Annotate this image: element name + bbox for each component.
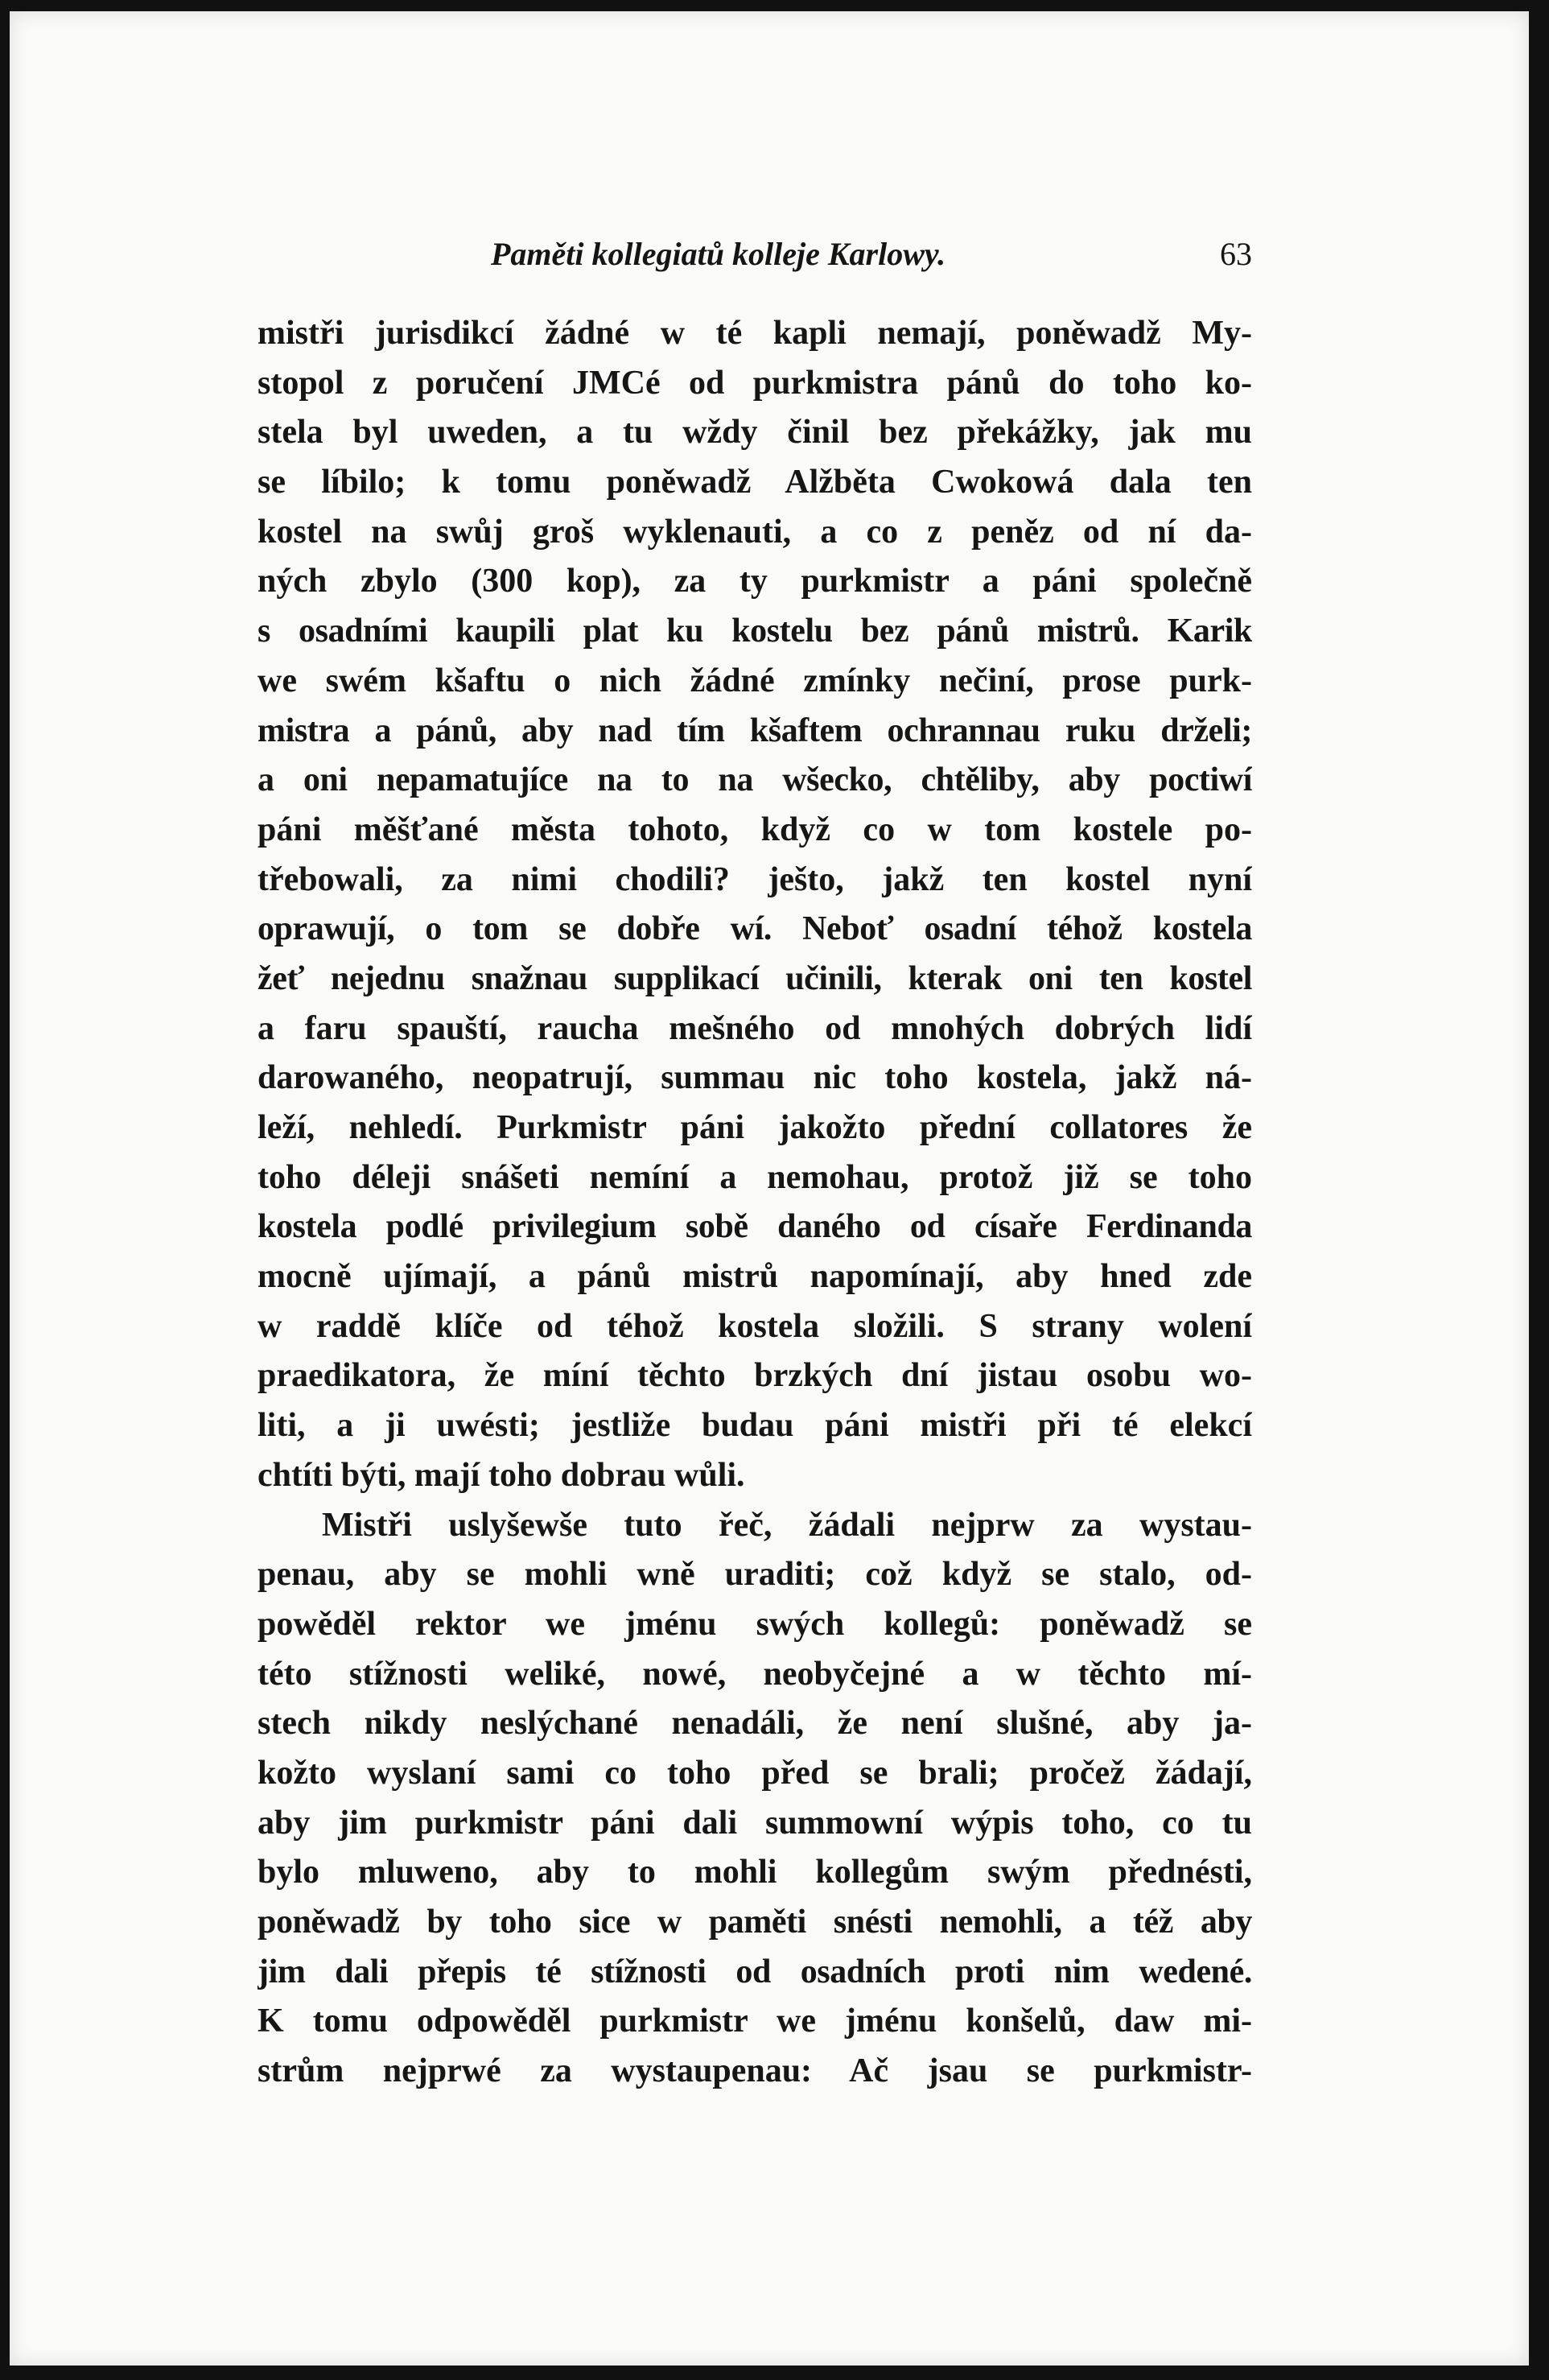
running-title: Paměti kollegiatů kolleje Karlowy. xyxy=(491,236,946,272)
text-line: jim dali přepis té stížnosti od osadních proti nim wedené. xyxy=(257,1953,1252,1990)
text-line: mocně ujímají, a pánů mistrů napomínají, aby hned zde xyxy=(257,1258,1252,1296)
text-line: powěděl rektor we jménu swých kollegů: poněwadž se xyxy=(257,1605,1252,1643)
text-line: praedikatora, že míní těchto brzkých dní jistau osobu wo- xyxy=(257,1357,1252,1395)
text-line: K tomu odpowěděl purkmistr we jménu konšelů, daw mi- xyxy=(257,2003,1252,2040)
text-line: darowaného, neopatrují, summau nic toho kostela, jakž ná- xyxy=(257,1059,1252,1097)
text-line: bylo mluweno, aby to mohli kollegům swým přednésti, xyxy=(257,1854,1252,1891)
text-line: stopol z poručení JMCé od purkmistra pánů do toho ko- xyxy=(257,364,1252,402)
text-line: stela byl uweden, a tu wždy činil bez překážky, jak mu xyxy=(257,414,1252,452)
text-line: mistra a pánů, aby nad tím kšaftem ochrannau ruku drželi; xyxy=(257,712,1252,749)
book-page xyxy=(10,11,1529,2366)
text-line: kostela podlé privilegium sobě daného od císaře Ferdinanda xyxy=(257,1208,1252,1246)
text-line: ných zbylo (300 kop), za ty purkmistr a páni společně xyxy=(257,563,1252,600)
text-line: leží, nehledí. Purkmistr páni jakožto přední collatores že xyxy=(257,1109,1252,1146)
text-line: a faru spauští, raucha mešného od mnohých dobrých lidí xyxy=(257,1009,1252,1047)
text-line: stech nikdy neslýchané nenadáli, že není slušné, aby ja- xyxy=(257,1705,1252,1743)
body-text xyxy=(257,309,1252,2097)
text-line: s osadními kaupili plat ku kostelu bez pánů mistrů. Karik xyxy=(257,613,1252,650)
text-line: w raddě klíče od téhož kostela složili. S strany wolení xyxy=(257,1307,1252,1345)
text-line: kožto wyslaní sami co toho před se brali; pročež žádají, xyxy=(257,1754,1252,1792)
text-line: a oni nepamatujíce na to na wšecko, chtěliby, aby poctiwí xyxy=(257,761,1252,799)
paragraph-2 xyxy=(257,1501,1252,2097)
text-line: chtíti býti, mají toho dobrau wůli. xyxy=(257,1456,745,1494)
text-line: mistři jurisdikcí žádné w té kapli nemají, poněwadž My- xyxy=(257,315,1252,352)
text-line: této stížnosti weliké, nowé, neobyčejné a w těchto mí- xyxy=(257,1655,1252,1693)
text-line: poněwadž by toho sice w paměti snésti nemohli, a též aby xyxy=(257,1904,1252,1941)
paragraph-1 xyxy=(257,309,1252,1501)
page-number: 63 xyxy=(1220,236,1252,272)
text-line: aby jim purkmistr páni dali summowní wýpis toho, co tu xyxy=(257,1804,1252,1842)
text-line: penau, aby se mohli wně uraditi; což když se stalo, od- xyxy=(257,1556,1252,1594)
text-line: kostel na swůj groš wyklenauti, a co z peněz od ní da- xyxy=(257,513,1252,551)
text-line: třebowali, za nimi chodili? ješto, jakž ten kostel nyní xyxy=(257,860,1252,898)
text-line: liti, a ji uwésti; jestliže budau páni mistři při té elekcí xyxy=(257,1407,1252,1445)
text-line: Mistři uslyšewše tuto řeč, žádali nejprw za wystau- xyxy=(322,1506,1252,1544)
text-line: oprawují, o tom se dobře wí. Neboť osadní téhož kostela xyxy=(257,910,1252,948)
text-line: toho déleji snášeti nemíní a nemohau, protož již se toho xyxy=(257,1158,1252,1196)
text-line: we swém kšaftu o nich žádné zmínky nečiní, prose purk- xyxy=(257,662,1252,699)
page-header xyxy=(257,235,1252,283)
text-line: se líbilo; k tomu poněwadž Alžběta Cwokowá dala ten xyxy=(257,464,1252,501)
text-line: páni měšťané města tohoto, když co w tom kostele po- xyxy=(257,811,1252,848)
text-line: žeť nejednu snažnau supplikací učinili, kterak oni ten kostel xyxy=(257,959,1252,997)
text-line: strům nejprwé za wystaupenau: Ač jsau se purkmistr- xyxy=(257,2052,1252,2090)
